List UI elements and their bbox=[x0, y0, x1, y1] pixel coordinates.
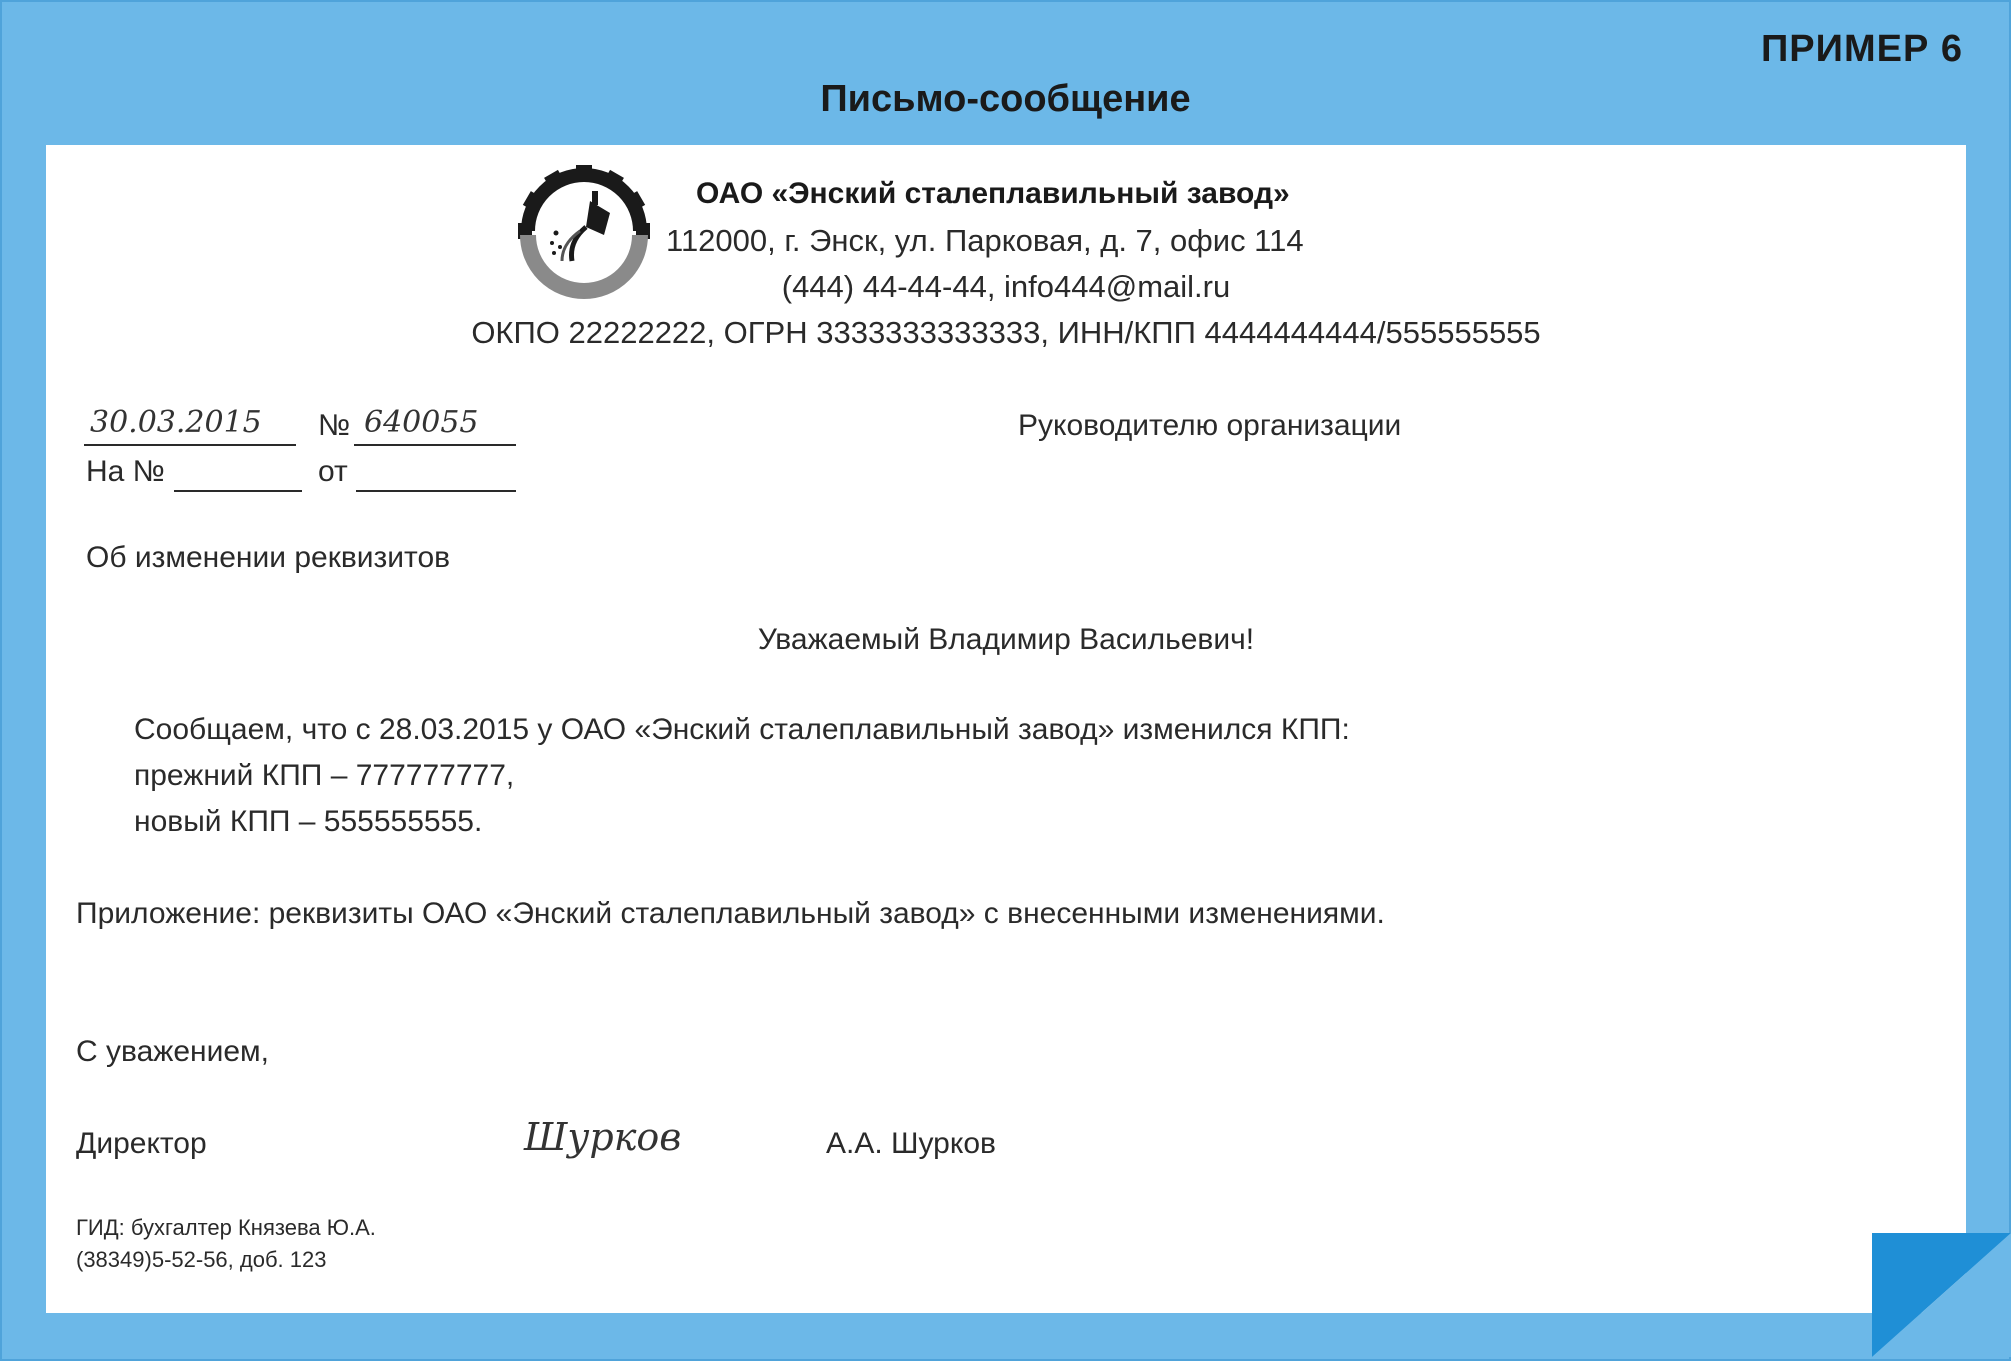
signer-name: А.А. Шурков bbox=[826, 1127, 996, 1160]
salutation: Уважаемый Владимир Васильевич! bbox=[757, 623, 1255, 656]
reference-date-underline bbox=[356, 490, 516, 492]
body-line-2: прежний КПП – 777777777, bbox=[134, 759, 515, 792]
body-line-1: Сообщаем, что с 28.03.2015 у ОАО «Энский сталеплавильный завод» изменился КПП: bbox=[134, 713, 1350, 746]
organization-name: ОАО «Энский сталеплавильный завод» bbox=[696, 177, 1290, 210]
closing: С уважением, bbox=[76, 1035, 270, 1068]
page-fold-corner bbox=[1872, 1233, 2011, 1357]
organization-codes: ОКПО 22222222, ОГРН 3333333333333, ИНН/КПП 4444444444/555555555 bbox=[471, 315, 1541, 350]
document-type-title: Письмо-сообщение bbox=[820, 78, 1191, 120]
letter-page bbox=[46, 145, 1966, 1313]
executor-line-1: ГИД: бухгалтер Князева Ю.А. bbox=[76, 1215, 376, 1240]
number-underline bbox=[354, 444, 516, 446]
reference-number-underline bbox=[174, 490, 302, 492]
reference-number-label: На № bbox=[86, 455, 165, 488]
organization-contacts: (444) 44-44-44, info444@mail.ru bbox=[781, 269, 1231, 304]
date-underline bbox=[84, 444, 296, 446]
attachment-note: Приложение: реквизиты ОАО «Энский сталеплавильный завод» с внесенными изменениями. bbox=[76, 897, 1385, 930]
reference-from-label: от bbox=[318, 455, 348, 488]
signer-position: Директор bbox=[76, 1127, 207, 1160]
body-line-3: новый КПП – 555555555. bbox=[134, 805, 483, 838]
example-label: ПРИМЕР 6 bbox=[1760, 28, 1963, 70]
number-label: № bbox=[318, 409, 351, 442]
recipient: Руководителю организации bbox=[1018, 409, 1402, 442]
registration-date: 30.03.2015 bbox=[90, 405, 262, 440]
subject: Об изменении реквизитов bbox=[86, 541, 451, 574]
registration-number: 640055 bbox=[364, 405, 479, 440]
handwritten-signature: Шурков bbox=[524, 1115, 682, 1159]
organization-address: 112000, г. Энск, ул. Парковая, д. 7, офис 114 bbox=[666, 223, 1304, 258]
executor-line-2: (38349)5-52-56, доб. 123 bbox=[76, 1247, 327, 1272]
